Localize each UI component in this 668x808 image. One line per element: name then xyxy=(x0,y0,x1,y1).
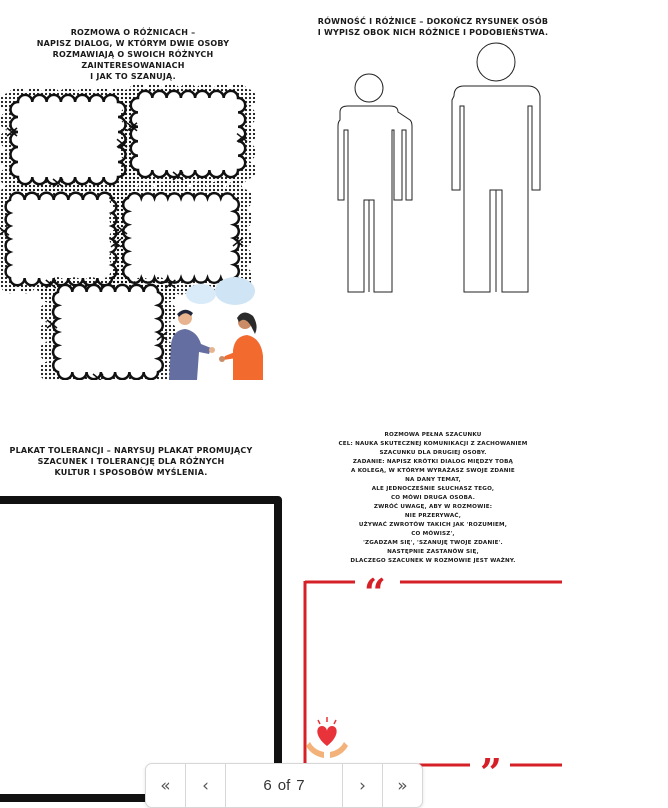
person-outlines xyxy=(318,40,558,300)
current-page-number[interactable]: 6 xyxy=(263,777,272,794)
speech-bubble xyxy=(123,193,239,283)
chevron-left-icon: ‹ xyxy=(202,775,209,796)
speech-bubble xyxy=(11,95,126,184)
poster-frame xyxy=(0,496,282,802)
equality-task-title: RÓWNOŚĆ I RÓŻNICE – DOKOŃCZ RYSUNEK OSÓB I WYPISZ OBOK NICH RÓŻNICE I PODOBIEŃSTWA. xyxy=(317,17,549,37)
page-navigator xyxy=(145,763,423,808)
close-quote-mark: ” xyxy=(480,750,502,795)
page-of-label: of xyxy=(277,777,291,794)
heart-hands-icon xyxy=(302,716,352,760)
total-page-count: 7 xyxy=(296,777,305,794)
last-page-button[interactable] xyxy=(382,764,422,807)
next-page-button[interactable] xyxy=(342,764,382,807)
speech-bubble xyxy=(53,285,163,379)
open-quote-mark: “ xyxy=(364,570,386,615)
dialog-task-title: ROZMOWA O RÓŻNICACH – NAPISZ DIALOG, W KTÓRYM DWIE OSOBY ROZMAWIAJĄ O SWOICH RÓŻNYCH ZAINTERESOWANIACH I JAK TO SZANUJĄ. xyxy=(36,28,230,81)
speech-bubble xyxy=(6,193,117,286)
previous-page-button[interactable] xyxy=(186,764,226,807)
double-chevron-right-icon: » xyxy=(397,775,408,796)
two-people-illustration xyxy=(163,304,268,384)
page-indicator xyxy=(226,764,342,807)
double-chevron-left-icon: « xyxy=(160,775,171,796)
first-page-button[interactable] xyxy=(146,764,186,807)
speech-bubble xyxy=(131,91,245,177)
poster-task-title: PLAKAT TOLERANCJI – NARYSUJ PLAKAT PROMUJĄCY SZACUNEK I TOLERANCJĘ DLA RÓŻNYCH KULTUR I SPOSOBÓW MYŚLENIA. xyxy=(9,446,253,477)
respect-task-title: ROZMOWA PEŁNA SZACUNKU CEL: NAUKA SKUTECZNEJ KOMUNIKACJI Z ZACHOWANIEM SZACUNKU DLA DRUGIEJ OSOBY. ZADANIE: NAPISZ KRÓTKI DIALOG MIĘDZY TOBĄ A KOLEGĄ, W KTÓRYM WYRAŻASZ SWOJE ZDANIE NA DANY TEMAT, ALE JEDNOCZEŚNIE SŁUCHASZ TEGO, CO MÓWI DRUGA OSOBA. ZWRÓĆ UWAGĘ, ABY W ROZMOWIE: NIE PRZERYWAĆ, UŻYWAĆ ZWROTÓW TAKICH JAK 'ROZUMIEM, CO MÓWISZ', 'ZGADZAM SIĘ', 'SZANUJĘ TWOJE ZDANIE'. NASTĘPNIE ZASTANÓW SIĘ, DLACZEGO SZACUNEK W ROZMOWIE JEST WAŻNY. xyxy=(338,432,528,564)
chevron-right-icon: › xyxy=(359,775,366,796)
